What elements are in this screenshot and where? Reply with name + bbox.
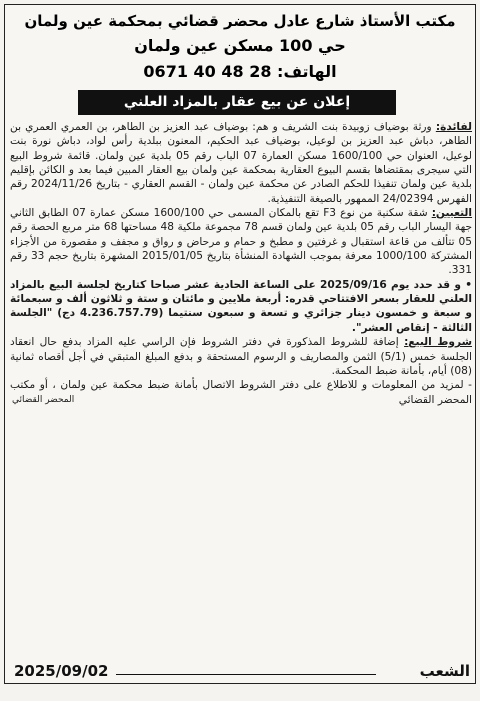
announcement-body [10, 120, 472, 407]
sale-conditions-paragraph [10, 335, 472, 378]
phone-number: 0671 40 48 28 [143, 62, 272, 81]
bailiff-signature: المحضر القضائي [12, 394, 75, 405]
auction-date-paragraph: • و قد حدد يوم 2025/09/16 على الساعة الحادية عشر صباحا كتاريخ لجلسة البيع بالمزاد العلني للعقار بسعر الافتتاحي قدره: أربعة ملايين و مائتان و ستة و ثلاثون ألف و سبعمائة و سبعة و خمسون دينار جزائري و تسعة و سبعون سنتيما (4.236.757.79 دج) "الجلسة الثالثة - إنقاص العشر". [10, 278, 472, 334]
footer [4, 660, 476, 686]
office-phone [10, 62, 470, 81]
sale-conditions-text: إضافة للشروط المذكورة في دفتر الشروط فإن الراسي عليه المزاد بدفع حال انعقاد الجلسة خمس (5/1) الثمن والمصاريف و الرسوم المستحقة و بدفع المبلغ المتبقي في أجل أقصاه ثمانية (08) أيام، بأمانة ضبط المحكمة. [10, 336, 472, 377]
sale-conditions-label: شروط البيع: [404, 336, 473, 349]
info-paragraph: - لمزيد من المعلومات و للاطلاع على دفتر الشروط الاتصال بأمانة ضبط محكمة عين ولمان ، أو مكتب المحضر القضائي [10, 379, 472, 406]
newspaper-name: الشعب [419, 662, 470, 680]
announcement-banner: إعلان عن بيع عقار بالمزاد العلني [78, 90, 396, 115]
phone-label: الهاتف: [277, 62, 337, 81]
footer-rule [116, 674, 376, 675]
beneficiary-paragraph [10, 120, 472, 206]
beneficiary-text: ورثة بوضياف زوبيدة بنت الشريف و هم: بوضياف عبد العزيز بن الطاهر، بن العمري العمري بن الطاهر، دباش عبد العزيز بن لوعيل، بوضياف عبد الحكيم، المعنون ببلدية رأس لواد، دباش نورة بنت لوعيل، العنوان حي 1600/100 مسكن العمارة 07 الباب رقم 05 بلدية عين ولمان. قائمة شروط البيع التي سيجرى بمقتضاها بقسم البيوع العقارية بمحكمة عين ولمان بيع العقار المبين فيما بعد و الكائن بإقليم بلدية عين ولمان تنفيذا للحكم الصادر عن محكمة عين ولمان - القسم العقاري - بتاريخ 2024/11/26 رقم الفهرس 24/02394 الممهور بالصيغة التنفيذية. [10, 121, 472, 205]
designation-label: التعيين: [431, 207, 473, 220]
office-title: مكتب الأستاذ شارع عادل محضر قضائي بمحكمة عين ولمان [24, 12, 456, 30]
designation-text: شقة سكنية من نوع F3 تقع بالمكان المسمى حي 1600/100 مسكن عمارة 07 الطابق الثاني جهة اليسار الباب رقم 05 بلدية عين ولمان قسم 78 مجموعة ملكية 48 مساحتها 68 متر مربع الحصة رقم 05 تتألف من قاعة استقبال و غرفتين و مطبخ و حمام و مرحاض و رواق و مجفف و مقصورة من الأجزاء المشتركة 1000/100 معرفة بموجب الشهادة المنشأة بتاريخ 2015/01/05 المشهرة بتاريخ حجم 33 رقم 331. [10, 207, 473, 277]
info-row [10, 378, 472, 407]
publication-date: 2025/09/02 [14, 662, 109, 680]
beneficiary-label: لفائدة: [435, 121, 472, 133]
office-address: حي 100 مسكن عين ولمان [134, 36, 346, 55]
designation-paragraph [10, 206, 472, 278]
